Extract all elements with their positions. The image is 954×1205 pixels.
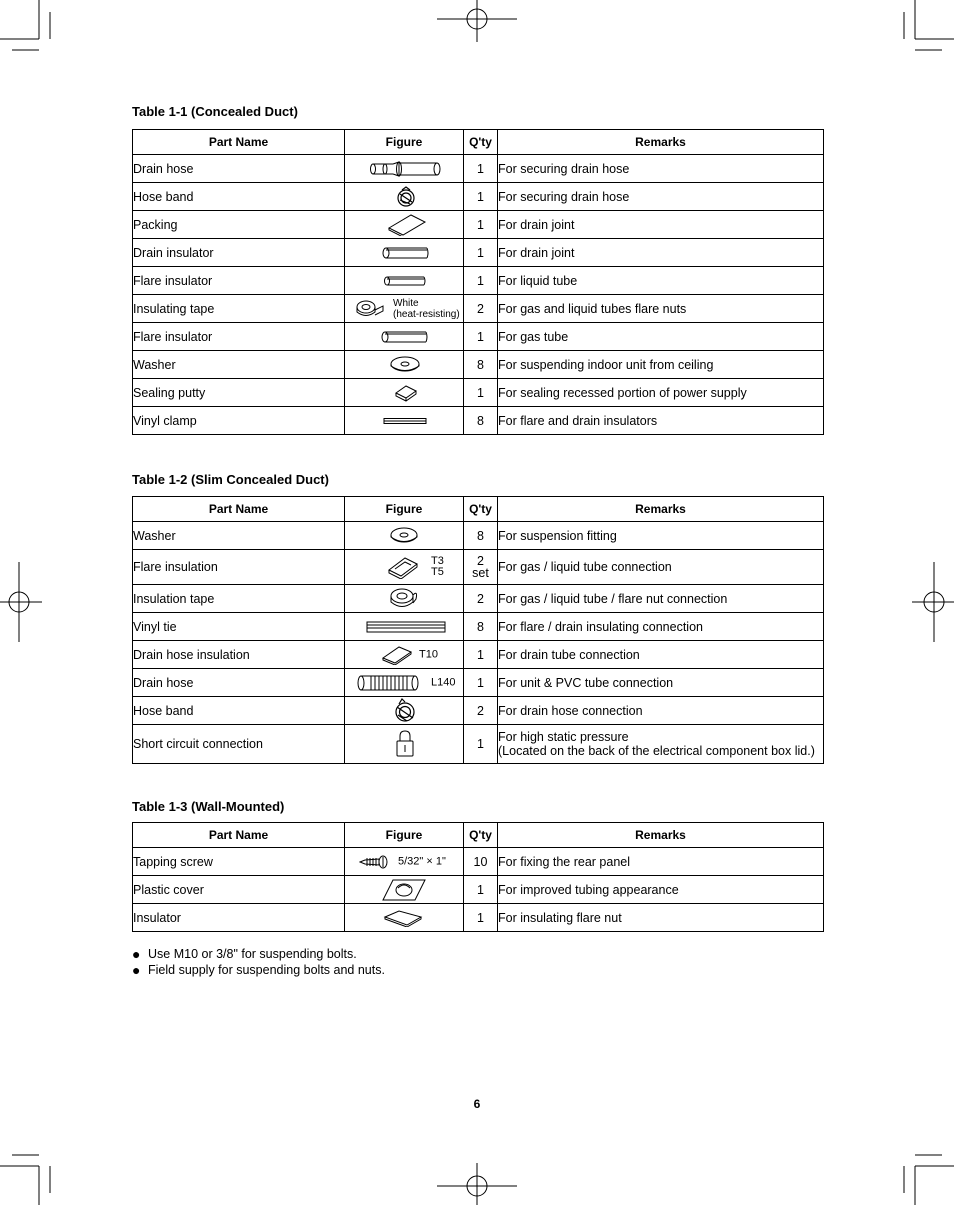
figure-cell [345, 641, 464, 669]
header-part-name: Part Name [133, 823, 345, 848]
corrugated-drain-hose-icon [357, 674, 419, 692]
figure-note-screw-size: 5/32" × 1" [398, 855, 446, 867]
header-figure: Figure [345, 130, 464, 155]
table-row [133, 407, 824, 435]
qty: 1 [464, 379, 498, 407]
list-item [132, 962, 385, 978]
remarks: For insulating flare nut [498, 904, 824, 932]
part-name: Plastic cover [133, 876, 345, 904]
header-remarks: Remarks [498, 823, 824, 848]
flare-insulation-icon [387, 555, 419, 579]
figure-cell [345, 211, 464, 239]
qty: 8 [464, 351, 498, 379]
table-row [133, 613, 824, 641]
header-remarks: Remarks [498, 130, 824, 155]
figure-note-t3: T3 [431, 555, 444, 567]
table-header-row [133, 823, 824, 848]
insulating-tape-icon [355, 298, 385, 320]
remarks: For securing drain hose [498, 183, 824, 211]
washer-icon [389, 526, 419, 546]
qty: 2 [464, 585, 498, 613]
hose-band-icon [393, 698, 417, 724]
remarks: For improved tubing appearance [498, 876, 824, 904]
figure-cell [345, 379, 464, 407]
table-row [133, 669, 824, 697]
qty: 1 [464, 323, 498, 351]
table-2 [132, 496, 824, 764]
qty: 1 [464, 904, 498, 932]
header-qty: Q'ty [464, 823, 498, 848]
figure-cell [345, 613, 464, 641]
tapping-screw-icon [359, 855, 389, 869]
remarks: For drain tube connection [498, 641, 824, 669]
table-row [133, 585, 824, 613]
remarks: For liquid tube [498, 267, 824, 295]
figure-cell [345, 183, 464, 211]
remarks: For flare / drain insulating connection [498, 613, 824, 641]
remarks: For unit & PVC tube connection [498, 669, 824, 697]
part-name: Hose band [133, 697, 345, 725]
qty-unit: set [472, 566, 489, 580]
table-2-section [132, 470, 823, 764]
page-number: 6 [473, 1097, 481, 1111]
figure-cell [345, 407, 464, 435]
qty: 8 [464, 522, 498, 550]
washer-icon [389, 355, 421, 375]
table-row [133, 379, 824, 407]
table-row [133, 876, 824, 904]
part-name: Drain hose insulation [133, 641, 345, 669]
part-name: Insulator [133, 904, 345, 932]
table-3-section [132, 797, 823, 932]
hose-band-icon [396, 186, 416, 208]
figure-cell [345, 848, 464, 876]
table-row [133, 155, 824, 183]
figure-cell [345, 155, 464, 183]
part-name: Washer [133, 522, 345, 550]
header-qty: Q'ty [464, 130, 498, 155]
qty: 2 [464, 295, 498, 323]
qty: 1 [464, 876, 498, 904]
figure-note-l140: L140 [431, 676, 456, 688]
part-name: Flare insulator [133, 323, 345, 351]
table-row [133, 725, 824, 764]
part-name: Insulation tape [133, 585, 345, 613]
figure-note-heat: (heat-resisting) [393, 308, 460, 320]
qty: 10 [464, 848, 498, 876]
note-text: Field supply for suspending bolts and nuts. [148, 963, 385, 977]
table-row [133, 239, 824, 267]
header-figure: Figure [345, 823, 464, 848]
notes-list [132, 946, 385, 978]
table-row [133, 697, 824, 725]
table-row [133, 211, 824, 239]
part-name: Drain hose [133, 669, 345, 697]
list-item [132, 946, 385, 962]
remarks: For gas tube [498, 323, 824, 351]
remarks: For suspension fitting [498, 522, 824, 550]
table-header-row [133, 497, 824, 522]
qty: 1 [464, 267, 498, 295]
header-qty: Q'ty [464, 497, 498, 522]
figure-cell [345, 585, 464, 613]
figure-cell [345, 669, 464, 697]
flare-insulator-icon [383, 275, 427, 287]
part-name: Flare insulator [133, 267, 345, 295]
part-name: Tapping screw [133, 848, 345, 876]
figure-note-white: White [393, 297, 419, 309]
part-name: Sealing putty [133, 379, 345, 407]
remarks-line-1: For high static pressure [498, 730, 629, 744]
part-name: Insulating tape [133, 295, 345, 323]
qty: 1 [464, 725, 498, 764]
part-name: Flare insulation [133, 550, 345, 585]
part-name: Short circuit connection [133, 725, 345, 764]
qty: 1 [464, 211, 498, 239]
table-row [133, 323, 824, 351]
header-part-name: Part Name [133, 130, 345, 155]
bullet-icon: ● [132, 962, 141, 978]
bullet-icon: ● [132, 946, 141, 962]
table-row [133, 351, 824, 379]
insulation-tape-icon [389, 587, 419, 611]
qty: 1 [464, 669, 498, 697]
table-3 [132, 822, 824, 932]
qty: 8 [464, 613, 498, 641]
qty: 8 [464, 407, 498, 435]
header-part-name: Part Name [133, 497, 345, 522]
figure-cell [345, 550, 464, 585]
note-text: Use M10 or 3/8" for suspending bolts. [148, 947, 357, 961]
qty [464, 550, 498, 585]
table-row [133, 522, 824, 550]
table-row [133, 267, 824, 295]
qty: 2 [464, 697, 498, 725]
vinyl-tie-icon [366, 621, 446, 633]
table-row [133, 848, 824, 876]
part-name: Washer [133, 351, 345, 379]
figure-cell [345, 725, 464, 764]
table-row [133, 295, 824, 323]
remarks: For sealing recessed portion of power supply [498, 379, 824, 407]
drain-hose-insulation-icon [381, 645, 413, 665]
figure-cell [345, 904, 464, 932]
table-row [133, 183, 824, 211]
table-1-section [132, 102, 823, 435]
remarks: For fixing the rear panel [498, 848, 824, 876]
qty-number: 2 [477, 554, 484, 568]
vinyl-clamp-icon [383, 417, 427, 425]
part-name: Vinyl tie [133, 613, 345, 641]
remarks: For gas and liquid tubes flare nuts [498, 295, 824, 323]
packing-icon [387, 214, 427, 236]
part-name: Packing [133, 211, 345, 239]
table-row [133, 550, 824, 585]
insulator-sheet-icon [383, 909, 423, 927]
part-name: Drain insulator [133, 239, 345, 267]
remarks: For gas / liquid tube / flare nut connection [498, 585, 824, 613]
part-name: Hose band [133, 183, 345, 211]
remarks: For drain hose connection [498, 697, 824, 725]
table-row [133, 904, 824, 932]
figure-cell [345, 239, 464, 267]
figure-cell [345, 267, 464, 295]
table-1 [132, 129, 824, 435]
figure-cell [345, 876, 464, 904]
table-1-caption: Table 1-1 (Concealed Duct) [132, 104, 298, 119]
remarks-line-2: (Located on the back of the electrical component box lid.) [498, 744, 815, 758]
part-name: Drain hose [133, 155, 345, 183]
sealing-putty-icon [394, 383, 418, 403]
plastic-cover-icon [381, 878, 427, 902]
remarks: For suspending indoor unit from ceiling [498, 351, 824, 379]
remarks: For drain joint [498, 239, 824, 267]
figure-cell [345, 697, 464, 725]
remarks: For flare and drain insulators [498, 407, 824, 435]
qty: 1 [464, 239, 498, 267]
remarks: For securing drain hose [498, 155, 824, 183]
remarks: For gas / liquid tube connection [498, 550, 824, 585]
figure-cell [345, 323, 464, 351]
remarks [498, 725, 824, 764]
table-2-caption: Table 1-2 (Slim Concealed Duct) [132, 472, 329, 487]
header-remarks: Remarks [498, 497, 824, 522]
header-figure: Figure [345, 497, 464, 522]
qty: 1 [464, 183, 498, 211]
short-circuit-connector-icon [395, 730, 415, 758]
figure-cell [345, 351, 464, 379]
qty: 1 [464, 641, 498, 669]
table-header-row [133, 130, 824, 155]
figure-note-t5: T5 [431, 566, 444, 578]
figure-cell [345, 295, 464, 323]
figure-cell [345, 522, 464, 550]
remarks: For drain joint [498, 211, 824, 239]
part-name: Vinyl clamp [133, 407, 345, 435]
table-3-caption: Table 1-3 (Wall-Mounted) [132, 799, 285, 814]
drain-hose-icon [369, 161, 441, 177]
table-row [133, 641, 824, 669]
figure-note-t10: T10 [419, 648, 438, 660]
flare-insulator-icon [381, 330, 429, 344]
drain-insulator-icon [382, 246, 430, 260]
qty: 1 [464, 155, 498, 183]
